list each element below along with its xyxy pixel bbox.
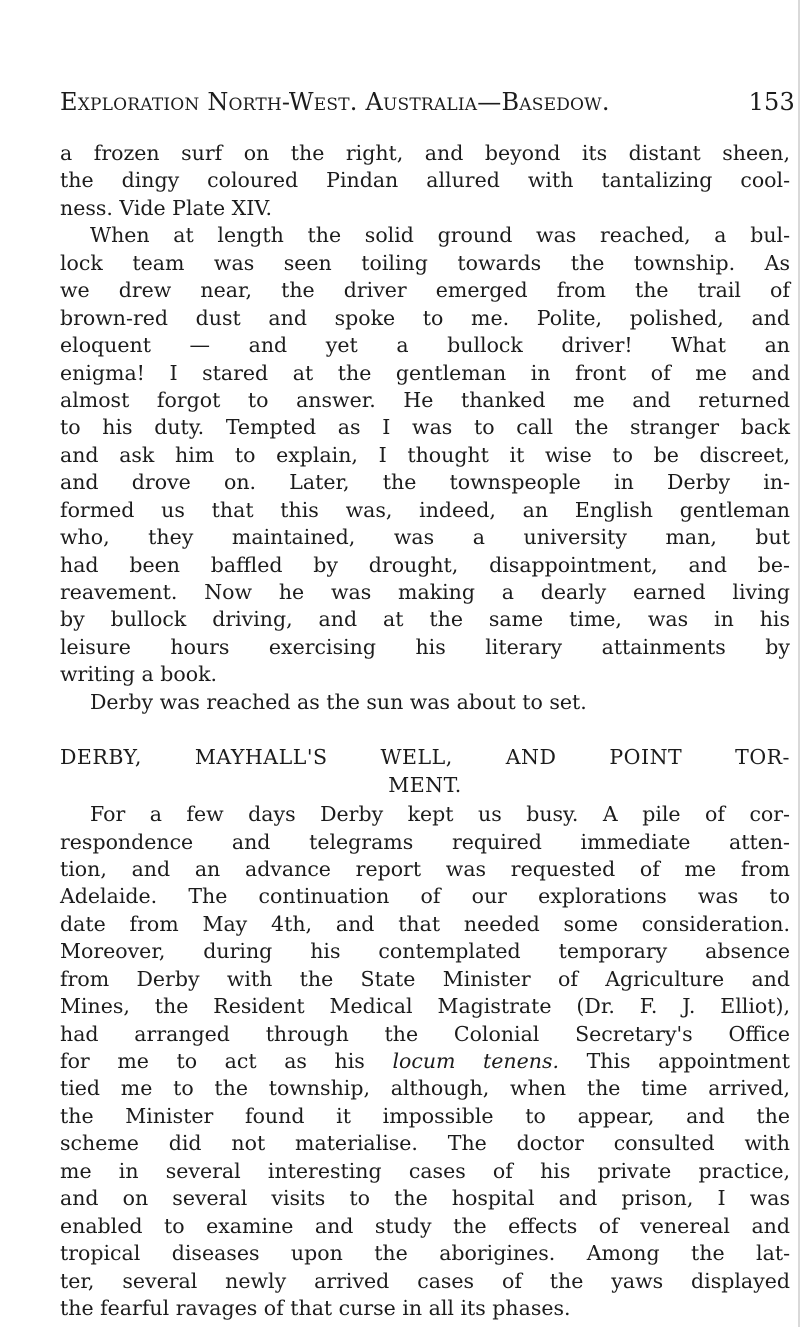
text-line: ness. Vide Plate XIV. bbox=[60, 195, 273, 220]
text-line: almost forgot to answer. He thanked me and returned bbox=[60, 387, 790, 412]
body-text bbox=[60, 140, 790, 1322]
page-number: 153 bbox=[748, 88, 795, 116]
text-run: for me to act as his bbox=[60, 1049, 365, 1073]
section-heading-line: DERBY, MAYHALL'S WELL, AND POINT TOR- bbox=[60, 745, 790, 770]
text-line: we drew near, the driver emerged from the trail of bbox=[60, 278, 790, 303]
text-line: Mines, the Resident Medical Magistrate (Dr. F. J. Elliot), bbox=[60, 994, 790, 1019]
text-line: who, they maintained, was a university man, but bbox=[60, 525, 790, 550]
text-line: eloquent — and yet a bullock driver! What an bbox=[60, 333, 790, 358]
text-line: enabled to examine and study the effects of venereal and bbox=[60, 1213, 790, 1238]
text-line: me in several interesting cases of his private practice, bbox=[60, 1158, 790, 1183]
text-line: Moreover, during his contemplated temporary absence bbox=[60, 939, 790, 964]
text-line: writing a book. bbox=[60, 662, 218, 687]
running-head-title: Exploration North-West. Australia—Basedow. bbox=[60, 88, 610, 116]
paragraph bbox=[60, 222, 790, 688]
text-line: a frozen surf on the right, and beyond its distant sheen, bbox=[60, 141, 790, 165]
paragraph bbox=[60, 140, 790, 222]
text-line: lock team was seen toiling towards the township. As bbox=[60, 250, 790, 275]
text-line: and on several visits to the hospital and prison, I was bbox=[60, 1186, 790, 1211]
text-line: leisure hours exercising his literary attainments by bbox=[60, 634, 790, 659]
text-line: brown-red dust and spoke to me. Polite, polished, and bbox=[60, 305, 790, 330]
text-line: Derby was reached as the sun was about to set. bbox=[90, 689, 587, 714]
text-line: reavement. Now he was making a dearly earned living bbox=[60, 580, 790, 604]
text-line: For a few days Derby kept us busy. A pile of cor- bbox=[90, 802, 790, 827]
text-line: had been baffled by drought, disappointment, and be- bbox=[60, 552, 790, 577]
text-line bbox=[60, 1048, 790, 1075]
text-line: respondence and telegrams required immediate atten- bbox=[60, 829, 790, 854]
text-line: When at length the solid ground was reached, a bul- bbox=[90, 223, 790, 248]
text-line: from Derby with the State Minister of Agriculture and bbox=[60, 966, 790, 991]
text-run: This appointment bbox=[586, 1049, 790, 1073]
text-line: date from May 4th, and that needed some consideration. bbox=[60, 911, 790, 936]
text-line: tied me to the township, although, when the time arrived, bbox=[60, 1076, 790, 1101]
section-heading-line: MENT. bbox=[388, 772, 462, 797]
text-line: enigma! I stared at the gentleman in front of me and bbox=[60, 360, 790, 385]
text-line: had arranged through the Colonial Secretary's Office bbox=[60, 1021, 790, 1046]
text-line: and ask him to explain, I thought it wise to be discreet, bbox=[60, 442, 790, 467]
text-line: the Minister found it impossible to appear, and the bbox=[60, 1103, 790, 1128]
text-line: Adelaide. The continuation of our explorations was to bbox=[60, 884, 790, 909]
italic-phrase: locum tenens. bbox=[392, 1049, 559, 1073]
text-line: ter, several newly arrived cases of the yaws displayed bbox=[60, 1268, 790, 1293]
text-line: scheme did not materialise. The doctor consulted with bbox=[60, 1131, 790, 1156]
text-line: by bullock driving, and at the same time, was in his bbox=[60, 607, 790, 632]
text-line: the fearful ravages of that curse in all its phases. bbox=[60, 1295, 571, 1320]
text-line: tropical diseases upon the aborigines. Among the lat- bbox=[60, 1241, 790, 1266]
text-line: to his duty. Tempted as I was to call the stranger back bbox=[60, 415, 790, 440]
text-line: and drove on. Later, the townspeople in Derby in- bbox=[60, 470, 790, 495]
text-line: formed us that this was, indeed, an English gentleman bbox=[60, 497, 790, 522]
paragraph bbox=[60, 801, 790, 1322]
section-heading bbox=[60, 744, 790, 799]
running-head bbox=[60, 88, 795, 128]
text-line: tion, and an advance report was requested of me from bbox=[60, 856, 790, 881]
text-line: the dingy coloured Pindan allured with tantalizing cool- bbox=[60, 168, 790, 193]
paragraph bbox=[60, 689, 790, 716]
